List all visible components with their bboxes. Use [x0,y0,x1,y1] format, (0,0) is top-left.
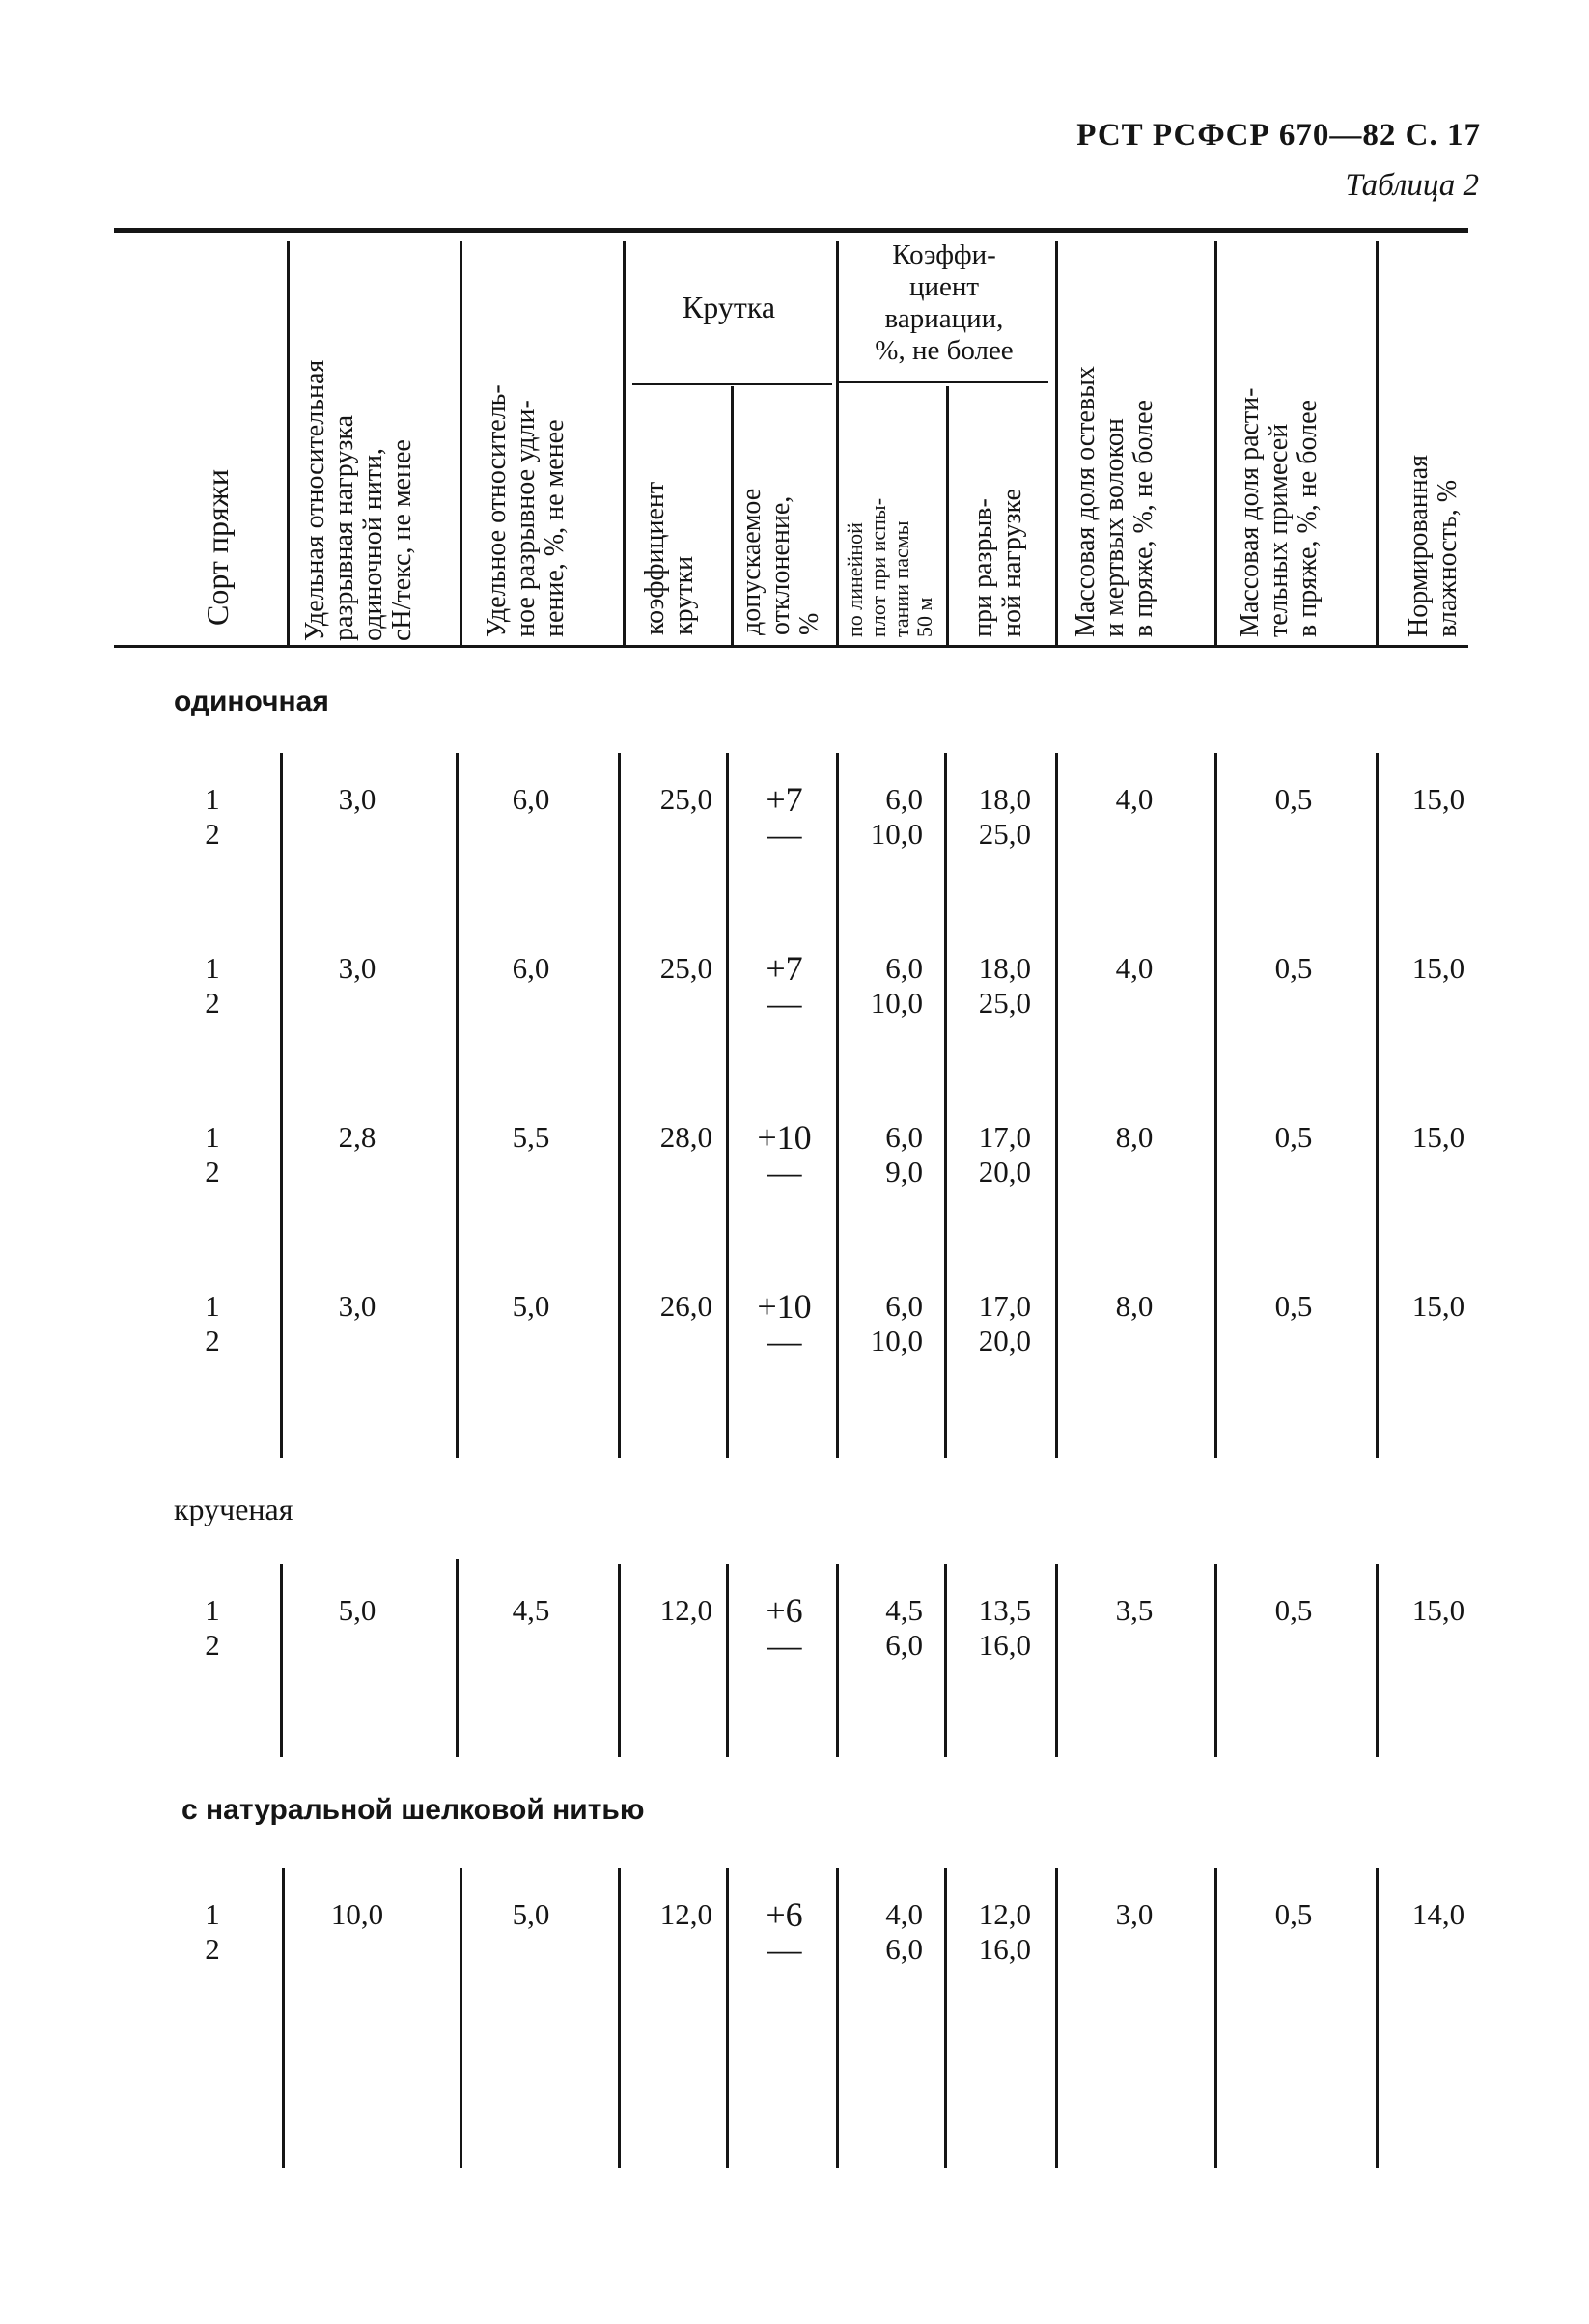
cell-variation-linear: 6,0 10,0 [870,951,923,1020]
cell-variation-load: 18,0 25,0 [978,782,1031,851]
cell-impurities: 0,5 [1274,1289,1313,1323]
cell-variation-load: 13,5 16,0 [978,1593,1031,1662]
body-divider [1376,1564,1379,1757]
cell-dead-fibers: 3,5 [1115,1593,1154,1627]
cell-grade: 1 2 [205,1289,220,1358]
cell-load: 3,0 [338,951,376,985]
cell-deviation: +7 — [766,949,803,1022]
cell-deviation: +10 — [757,1118,812,1191]
variation-group-rule [838,381,1048,383]
cell-load: 10,0 [330,1897,384,1931]
body-divider [1376,1868,1379,2168]
cell-twist: 28,0 [659,1120,712,1154]
cell-dead-fibers: 3,0 [1115,1897,1154,1931]
body-divider [618,1868,621,2168]
body-divider [1214,1564,1217,1757]
cell-variation-linear: 4,0 6,0 [885,1897,923,1966]
body-divider [280,753,283,1458]
cell-grade: 1 2 [205,1897,220,1966]
body-divider [456,1559,459,1757]
cell-dead-fibers: 8,0 [1115,1120,1154,1154]
body-divider [1214,1868,1217,2168]
col-header-grade: Сорт пряжи [200,469,235,626]
cell-impurities: 0,5 [1274,1897,1313,1931]
section-title-silk: с натуральной шелковой нитью [181,1794,645,1826]
body-divider [836,753,839,1458]
col-header-variation-load: при разрыв- ной нагрузке [968,489,1027,637]
body-divider [836,1564,839,1757]
header-divider [623,241,626,645]
table-title: Таблица 2 [1345,168,1479,203]
body-divider [944,1564,947,1757]
cell-deviation: +6 — [766,1591,803,1665]
body-divider [280,1564,283,1757]
twist-group-rule [632,383,832,385]
cell-load: 3,0 [338,1289,376,1323]
col-header-elongation: Удельное относитель- ное разрывное удли- нение, %, не менее [482,384,570,637]
cell-elongation: 5,0 [512,1289,550,1323]
cell-impurities: 0,5 [1274,1120,1313,1154]
cell-variation-linear: 6,0 9,0 [885,1120,923,1189]
cell-moisture: 15,0 [1411,1120,1465,1154]
cell-grade: 1 2 [205,782,220,851]
cell-load: 5,0 [338,1593,376,1627]
cell-elongation: 4,5 [512,1593,550,1627]
header-divider [1214,241,1217,645]
col-header-twist-coefficient: коэффициент крутки [640,481,699,635]
cell-dead-fibers: 4,0 [1115,782,1154,816]
header-divider [1376,241,1379,645]
header-divider [1055,241,1058,645]
cell-deviation: +6 — [766,1895,803,1969]
cell-deviation: +7 — [766,780,803,854]
body-divider [944,753,947,1458]
col-header-load: Удельная относительная разрывная нагрузка одиночной нити, сН/текс, не менее [300,359,417,641]
body-divider [460,1868,462,2168]
cell-variation-linear: 4,5 6,0 [885,1593,923,1662]
cell-grade: 1 2 [205,1120,220,1189]
body-divider [618,1564,621,1757]
cell-variation-load: 17,0 20,0 [978,1120,1031,1189]
cell-dead-fibers: 8,0 [1115,1289,1154,1323]
cell-twist: 25,0 [659,782,712,816]
body-divider [836,1868,839,2168]
cell-impurities: 0,5 [1274,951,1313,985]
body-divider [282,1868,285,2168]
cell-twist: 26,0 [659,1289,712,1323]
cell-moisture: 15,0 [1411,1289,1465,1323]
body-divider [1055,1564,1058,1757]
cell-variation-linear: 6,0 10,0 [870,1289,923,1358]
cell-variation-load: 17,0 20,0 [978,1289,1031,1358]
cell-variation-load: 12,0 16,0 [978,1897,1031,1966]
body-divider [456,753,459,1458]
cell-moisture: 14,0 [1411,1897,1465,1931]
header-bottom-rule [114,645,1468,648]
cell-impurities: 0,5 [1274,1593,1313,1627]
cell-twist: 12,0 [659,1593,712,1627]
cell-dead-fibers: 4,0 [1115,951,1154,985]
body-divider [1376,753,1379,1458]
body-divider [726,1868,729,2168]
body-divider [1055,1868,1058,2168]
body-divider [944,1868,947,2168]
cell-moisture: 15,0 [1411,782,1465,816]
cell-variation-linear: 6,0 10,0 [870,782,923,851]
cell-twist: 12,0 [659,1897,712,1931]
body-divider [1055,753,1058,1458]
cell-elongation: 5,0 [512,1897,550,1931]
section-title-twisted: крученая [174,1492,293,1526]
header-divider [287,241,290,645]
header-divider [460,241,462,645]
body-divider [726,1564,729,1757]
cell-moisture: 15,0 [1411,951,1465,985]
section-title-single: одиночная [174,686,329,717]
cell-load: 2,8 [338,1120,376,1154]
cell-deviation: +10 — [757,1287,812,1360]
cell-elongation: 6,0 [512,951,550,985]
body-divider [618,753,621,1458]
cell-elongation: 6,0 [512,782,550,816]
cell-grade: 1 2 [205,951,220,1020]
col-header-twist: Крутка [682,290,776,324]
document-reference: РСТ РСФСР 670—82 С. 17 [1076,118,1481,153]
col-header-variation: Коэффи- циент вариации, %, не более [875,239,1014,366]
col-header-variation-linear: по линейной плот при испы- тании пасмы 50 м [843,497,936,637]
col-header-impurities: Массовая доля расти- тельных примесей в пряже, %, не более [1235,387,1323,637]
col-header-moisture: Нормированная влажность, % [1404,454,1463,637]
table-top-rule [114,228,1468,233]
header-divider [731,386,734,645]
cell-moisture: 15,0 [1411,1593,1465,1627]
cell-load: 3,0 [338,782,376,816]
body-divider [726,753,729,1458]
cell-elongation: 5,5 [512,1120,550,1154]
cell-variation-load: 18,0 25,0 [978,951,1031,1020]
cell-twist: 25,0 [659,951,712,985]
cell-grade: 1 2 [205,1593,220,1662]
col-header-twist-deviation: допускаемое отклонение, % [737,488,824,635]
cell-impurities: 0,5 [1274,782,1313,816]
body-divider [1214,753,1217,1458]
col-header-dead-fibers: Массовая доля остевых и мертвых волокон в пряже, %, не более [1071,366,1158,637]
header-divider [946,386,949,645]
